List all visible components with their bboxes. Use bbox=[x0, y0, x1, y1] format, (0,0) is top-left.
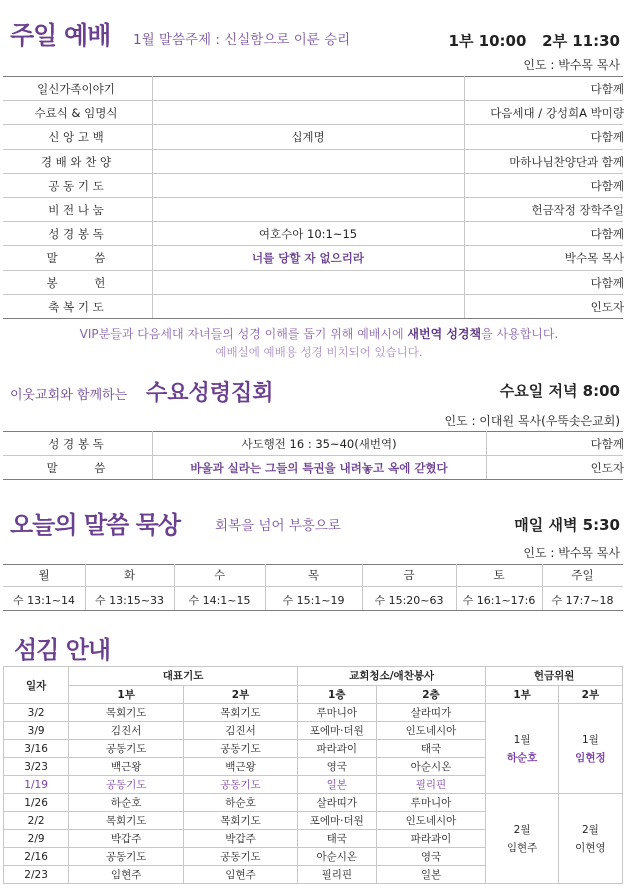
sunday-row-label: 봉 헌 bbox=[46, 275, 106, 290]
service-cell-p2: 백근왕 bbox=[184, 758, 298, 776]
sunday-row-person: 다함께 bbox=[590, 227, 624, 242]
service-cell-date: 3/23 bbox=[4, 758, 69, 776]
devotion-day: 화 bbox=[123, 568, 136, 582]
service-title: 섬김 안내 bbox=[14, 636, 111, 664]
devotion-day: 수 bbox=[213, 568, 226, 582]
devotion-passage: 수 16:1~17:6 bbox=[462, 594, 536, 607]
devotion-passage: 수 14:1~15 bbox=[188, 594, 251, 607]
sunday-row-label: 경 배 와 찬 양 bbox=[40, 154, 112, 169]
service-cell-c2: 살라띠가 bbox=[376, 704, 486, 722]
sunday-row-person: 다함께 bbox=[590, 82, 624, 96]
service-cell-c1: 아순시온 bbox=[297, 848, 376, 866]
service-cell-c2: 루마니아 bbox=[376, 794, 486, 812]
service-cell-p1: 공동기도 bbox=[69, 848, 184, 866]
devotion-passage: 수 15:1~19 bbox=[282, 594, 345, 607]
sunday-row-label: 신 앙 고 백 bbox=[48, 130, 104, 145]
service-cell-c2: 영국 bbox=[376, 848, 486, 866]
notice-text: VIP분들과 다음세대 자녀들의 성경 이해를 돕기 위해 예배시에 bbox=[79, 327, 408, 341]
service-cell-c2: 인도네시아 bbox=[376, 812, 486, 830]
service-cell-date: 3/2 bbox=[4, 704, 69, 722]
service-cell-date: 2/2 bbox=[4, 812, 69, 830]
service-cell-p1: 공동기도 bbox=[69, 740, 184, 758]
wednesday-time: 수요일 저녁 8:00 bbox=[499, 382, 620, 400]
sunday-time: 1부 10:00 2부 11:30 bbox=[448, 32, 620, 50]
sunday-notice-1 bbox=[0, 325, 638, 342]
wednesday-prefix: 이웃교회와 함께하는 bbox=[10, 388, 128, 403]
service-cell-p1: 임현주 bbox=[69, 866, 184, 884]
service-cell-p2: 공동기도 bbox=[184, 848, 298, 866]
sunday-row-person: 인도자 bbox=[590, 299, 624, 314]
header-cleaning-2: 2층 bbox=[376, 685, 486, 704]
offering-name: 하순호 bbox=[506, 752, 538, 764]
service-cell-date: 3/16 bbox=[4, 740, 69, 758]
service-cell-c1: 파라과이 bbox=[297, 740, 376, 758]
service-cell-c2: 아순시온 bbox=[376, 758, 486, 776]
sunday-notice-2: 예배실에 예배용 성경 비치되어 있습니다. bbox=[215, 345, 423, 359]
service-cell-p1: 백근왕 bbox=[69, 758, 184, 776]
service-cell-date: 2/16 bbox=[4, 848, 69, 866]
header-cleaning-1: 1층 bbox=[297, 685, 376, 704]
offering-month: 1월 bbox=[513, 734, 531, 746]
header-offering-2: 2부 bbox=[558, 685, 622, 704]
service-cell-date: 3/9 bbox=[4, 722, 69, 740]
sunday-row-content: 여호수아 10:1~15 bbox=[258, 227, 358, 242]
sunday-row-content: 십계명 bbox=[291, 130, 325, 145]
service-cell-c1: 포에마·더원 bbox=[297, 722, 376, 740]
wednesday-row-content: 사도행전 16 : 35~40(새번역) bbox=[241, 437, 397, 451]
offering-month: 2월 bbox=[581, 824, 599, 836]
header-prayer-1: 1부 bbox=[69, 685, 184, 704]
sunday-row-person: 마하나님찬양단과 함께 bbox=[509, 154, 624, 169]
devotion-title: 오늘의 말씀 묵상 bbox=[10, 511, 180, 539]
wednesday-leader: 인도 : 이대원 목사(우뚝솟은교회) bbox=[444, 414, 620, 428]
service-cell-c2: 파라과이 bbox=[376, 830, 486, 848]
sunday-row-label: 수료식 & 임명식 bbox=[34, 106, 118, 121]
service-cell-p1: 김진서 bbox=[69, 722, 184, 740]
table-row bbox=[4, 704, 623, 722]
sunday-row-person: 다함께 bbox=[590, 130, 624, 145]
sunday-row-label: 말 씀 bbox=[46, 251, 106, 266]
devotion-day: 목 bbox=[307, 568, 320, 582]
service-cell-p1: 하순호 bbox=[69, 794, 184, 812]
service-cell-c2: 인도네시아 bbox=[376, 722, 486, 740]
sunday-row-label: 성 경 봉 독 bbox=[48, 227, 104, 242]
sunday-row-content: 너를 당할 자 없으리라 bbox=[252, 251, 364, 266]
service-cell-date: 1/19 bbox=[4, 776, 69, 794]
service-cell-p2: 박갑주 bbox=[184, 830, 298, 848]
wednesday-title: 수요성령집회 bbox=[146, 381, 274, 406]
service-cell-date: 1/26 bbox=[4, 794, 69, 812]
service-cell-p1: 목회기도 bbox=[69, 704, 184, 722]
offering-cell-o1 bbox=[486, 794, 558, 884]
sunday-row-label: 비 전 나 눔 bbox=[48, 203, 104, 217]
devotion-subtitle: 회복을 넘어 부흥으로 bbox=[215, 518, 341, 534]
service-cell-p2: 김진서 bbox=[184, 722, 298, 740]
service-cell-p2: 목회기도 bbox=[184, 812, 298, 830]
devotion-passage: 수 17:7~18 bbox=[551, 594, 614, 607]
wednesday-row-person: 다함께 bbox=[590, 437, 624, 451]
service-cell-c1: 영국 bbox=[297, 758, 376, 776]
devotion-passage: 수 13:1~14 bbox=[12, 594, 76, 607]
wednesday-row-content: 바울과 실라는 그들의 특권을 내려놓고 옥에 갇혔다 bbox=[190, 461, 448, 475]
devotion-day: 주일 bbox=[571, 568, 594, 582]
service-cell-p2: 목회기도 bbox=[184, 704, 298, 722]
service-cell-c1: 일본 bbox=[297, 776, 376, 794]
service-cell-p1: 목회기도 bbox=[69, 812, 184, 830]
offering-cell-o1 bbox=[486, 704, 558, 794]
header-offering-1: 1부 bbox=[486, 685, 558, 704]
header-date: 일자 bbox=[4, 667, 69, 704]
sunday-row-person: 박수목 목사 bbox=[564, 251, 624, 266]
header-offering: 헌금위원 bbox=[486, 667, 623, 686]
notice-text-end: 을 사용합니다. bbox=[481, 327, 559, 341]
service-cell-c1: 포에마·더원 bbox=[297, 812, 376, 830]
devotion-day: 토 bbox=[493, 568, 505, 582]
wednesday-row-label: 말 씀 bbox=[46, 461, 106, 475]
service-cell-c2: 필리핀 bbox=[376, 776, 486, 794]
offering-name: 임현정 bbox=[575, 752, 606, 764]
service-cell-c1: 태국 bbox=[297, 830, 376, 848]
service-table bbox=[3, 666, 623, 884]
sunday-theme: 1월 말씀주제 : 신실함으로 이룬 승리 bbox=[133, 32, 351, 48]
service-cell-c2: 일본 bbox=[376, 866, 486, 884]
header-cleaning: 교회청소/애찬봉사 bbox=[297, 667, 485, 686]
service-cell-c2: 태국 bbox=[376, 740, 486, 758]
sunday-row-person: 다함께 bbox=[590, 178, 624, 193]
sunday-row-label: 일신가족이야기 bbox=[37, 82, 115, 96]
header-prayer-2: 2부 bbox=[184, 685, 298, 704]
wednesday-row-person: 인도자 bbox=[590, 461, 624, 475]
service-cell-c1: 살라띠가 bbox=[297, 794, 376, 812]
devotion-passage: 수 13:15~33 bbox=[94, 594, 165, 607]
table-row bbox=[4, 794, 623, 812]
service-cell-p1: 박갑주 bbox=[69, 830, 184, 848]
wednesday-row-label: 성 경 봉 독 bbox=[48, 437, 104, 451]
service-cell-date: 2/23 bbox=[4, 866, 69, 884]
devotion-leader: 인도 : 박수목 목사 bbox=[523, 546, 620, 560]
sunday-leader: 인도 : 박수목 목사 bbox=[523, 58, 620, 72]
service-cell-p2: 공동기도 bbox=[184, 740, 298, 758]
offering-cell-o2 bbox=[558, 704, 622, 794]
devotion-day: 금 bbox=[403, 568, 415, 582]
sunday-row-label: 공 동 기 도 bbox=[48, 178, 104, 193]
sunday-row-person: 다음세대 / 강성희A 박미량 bbox=[490, 106, 624, 121]
offering-month: 1월 bbox=[581, 734, 599, 746]
offering-name: 이현영 bbox=[575, 842, 606, 854]
sunday-title: 주일 예배 bbox=[10, 21, 111, 50]
service-cell-c1: 필리핀 bbox=[297, 866, 376, 884]
service-cell-p2: 임현주 bbox=[184, 866, 298, 884]
offering-cell-o2 bbox=[558, 794, 622, 884]
service-cell-p2: 공동기도 bbox=[184, 776, 298, 794]
devotion-passage: 수 15:20~63 bbox=[374, 594, 444, 607]
sunday-row-label: 축 복 기 도 bbox=[48, 299, 104, 314]
offering-month: 2월 bbox=[513, 824, 531, 836]
devotion-day: 월 bbox=[38, 568, 50, 582]
sunday-row-person: 다함께 bbox=[590, 275, 624, 290]
devotion-time: 매일 새벽 5:30 bbox=[514, 516, 620, 534]
notice-bold: 새번역 성경책 bbox=[407, 327, 482, 341]
service-cell-p2: 하순호 bbox=[184, 794, 298, 812]
offering-name: 임현주 bbox=[506, 842, 538, 854]
header-prayer: 대표기도 bbox=[69, 667, 298, 686]
service-cell-c1: 루마니아 bbox=[297, 704, 376, 722]
service-cell-date: 2/9 bbox=[4, 830, 69, 848]
sunday-row-person: 헌금작정 장학주일 bbox=[531, 203, 624, 217]
service-cell-p1: 공동기도 bbox=[69, 776, 184, 794]
